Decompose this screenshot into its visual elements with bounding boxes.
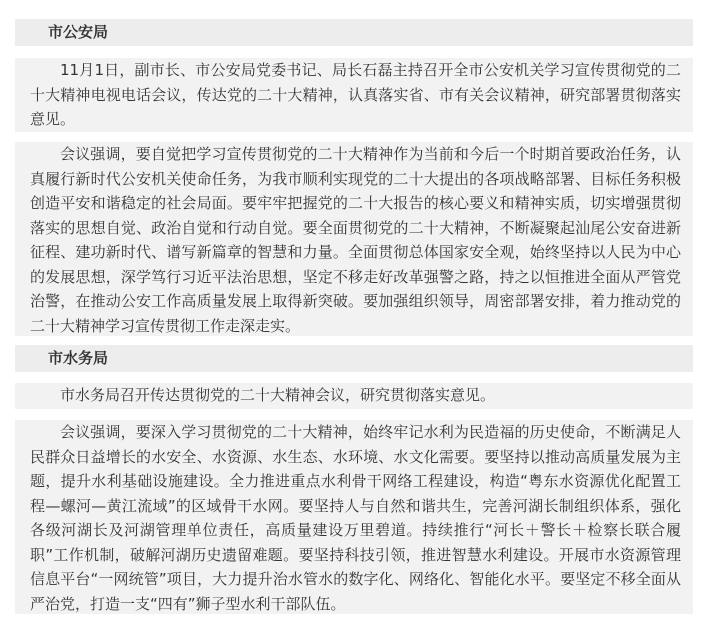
section-heading-water-affairs: 市水务局 [15,345,693,372]
paragraph-water-affairs-emphasis: 会议强调，要深入学习贯彻党的二十大精神，始终牢记水利为民造福的历史使命，不断满足人民群众日益增长的水安全、水资源、水生态、水环境、水文化需要。要坚持以推动高质量发展为主题，提升水利基础设施建设。全力推进重点水利骨干网络工程建设，构造“粤东水资源优化配置工程—螺河—黄江流域”的区域骨干水网。要坚持人与自然和谐共生，完善河湖长制组织体系，强化各级河湖长及河湖管理单位责任，高质量建设万里碧道。持续推行“河长＋警长＋检察长联合履职”工作机制，破解河湖历史遗留难题。要坚持科技引领，推进智慧水利建设。开展市水资源管理信息平台“一网统管”项目，大力提升治水管水的数字化、网络化、智能化水平。要坚定不移全面从严治党，打造一支“四有”狮子型水利干部队伍。 [15,420,693,614]
paragraph-public-security-emphasis: 会议强调，要自觉把学习宣传贯彻党的二十大精神作为当前和今后一个时期首要政治任务，认真履行新时代公安机关使命任务，为我市顺利实现党的二十大提出的各项战略部署、目标任务积极创造平安和谐稳定的社会局面。要牢牢把握党的二十大报告的核心要义和精神实质，切实增强贯彻落实的思想自觉、政治自觉和行动自觉。要全面贯彻党的二十大精神，不断凝聚起汕尾公安奋进新征程、建功新时代、谱写新篇章的智慧和力量。全面贯彻总体国家安全观，始终坚持以人民为中心的发展思想，深学笃行习近平法治思想，坚定不移走好改革强警之路，持之以恒推进全面从严管党治警，在推动公安工作高质量发展上取得新突破。要加强组织领导，周密部署安排，着力推动党的二十大精神学习宣传贯彻工作走深走实。 [15,142,693,336]
paragraph-water-affairs-meeting: 市水务局召开传达贯彻党的二十大精神会议，研究贯彻落实意见。 [15,383,693,409]
section-heading-public-security: 市公安局 [15,19,693,46]
paragraph-public-security-meeting: 11月1日，副市长、市公安局党委书记、局长石磊主持召开全市公安机关学习宣传贯彻党的二十大精神电视电话会议，传达党的二十大精神，认真落实省、市有关会议精神，研究部署贯彻落实意见。 [15,58,693,132]
